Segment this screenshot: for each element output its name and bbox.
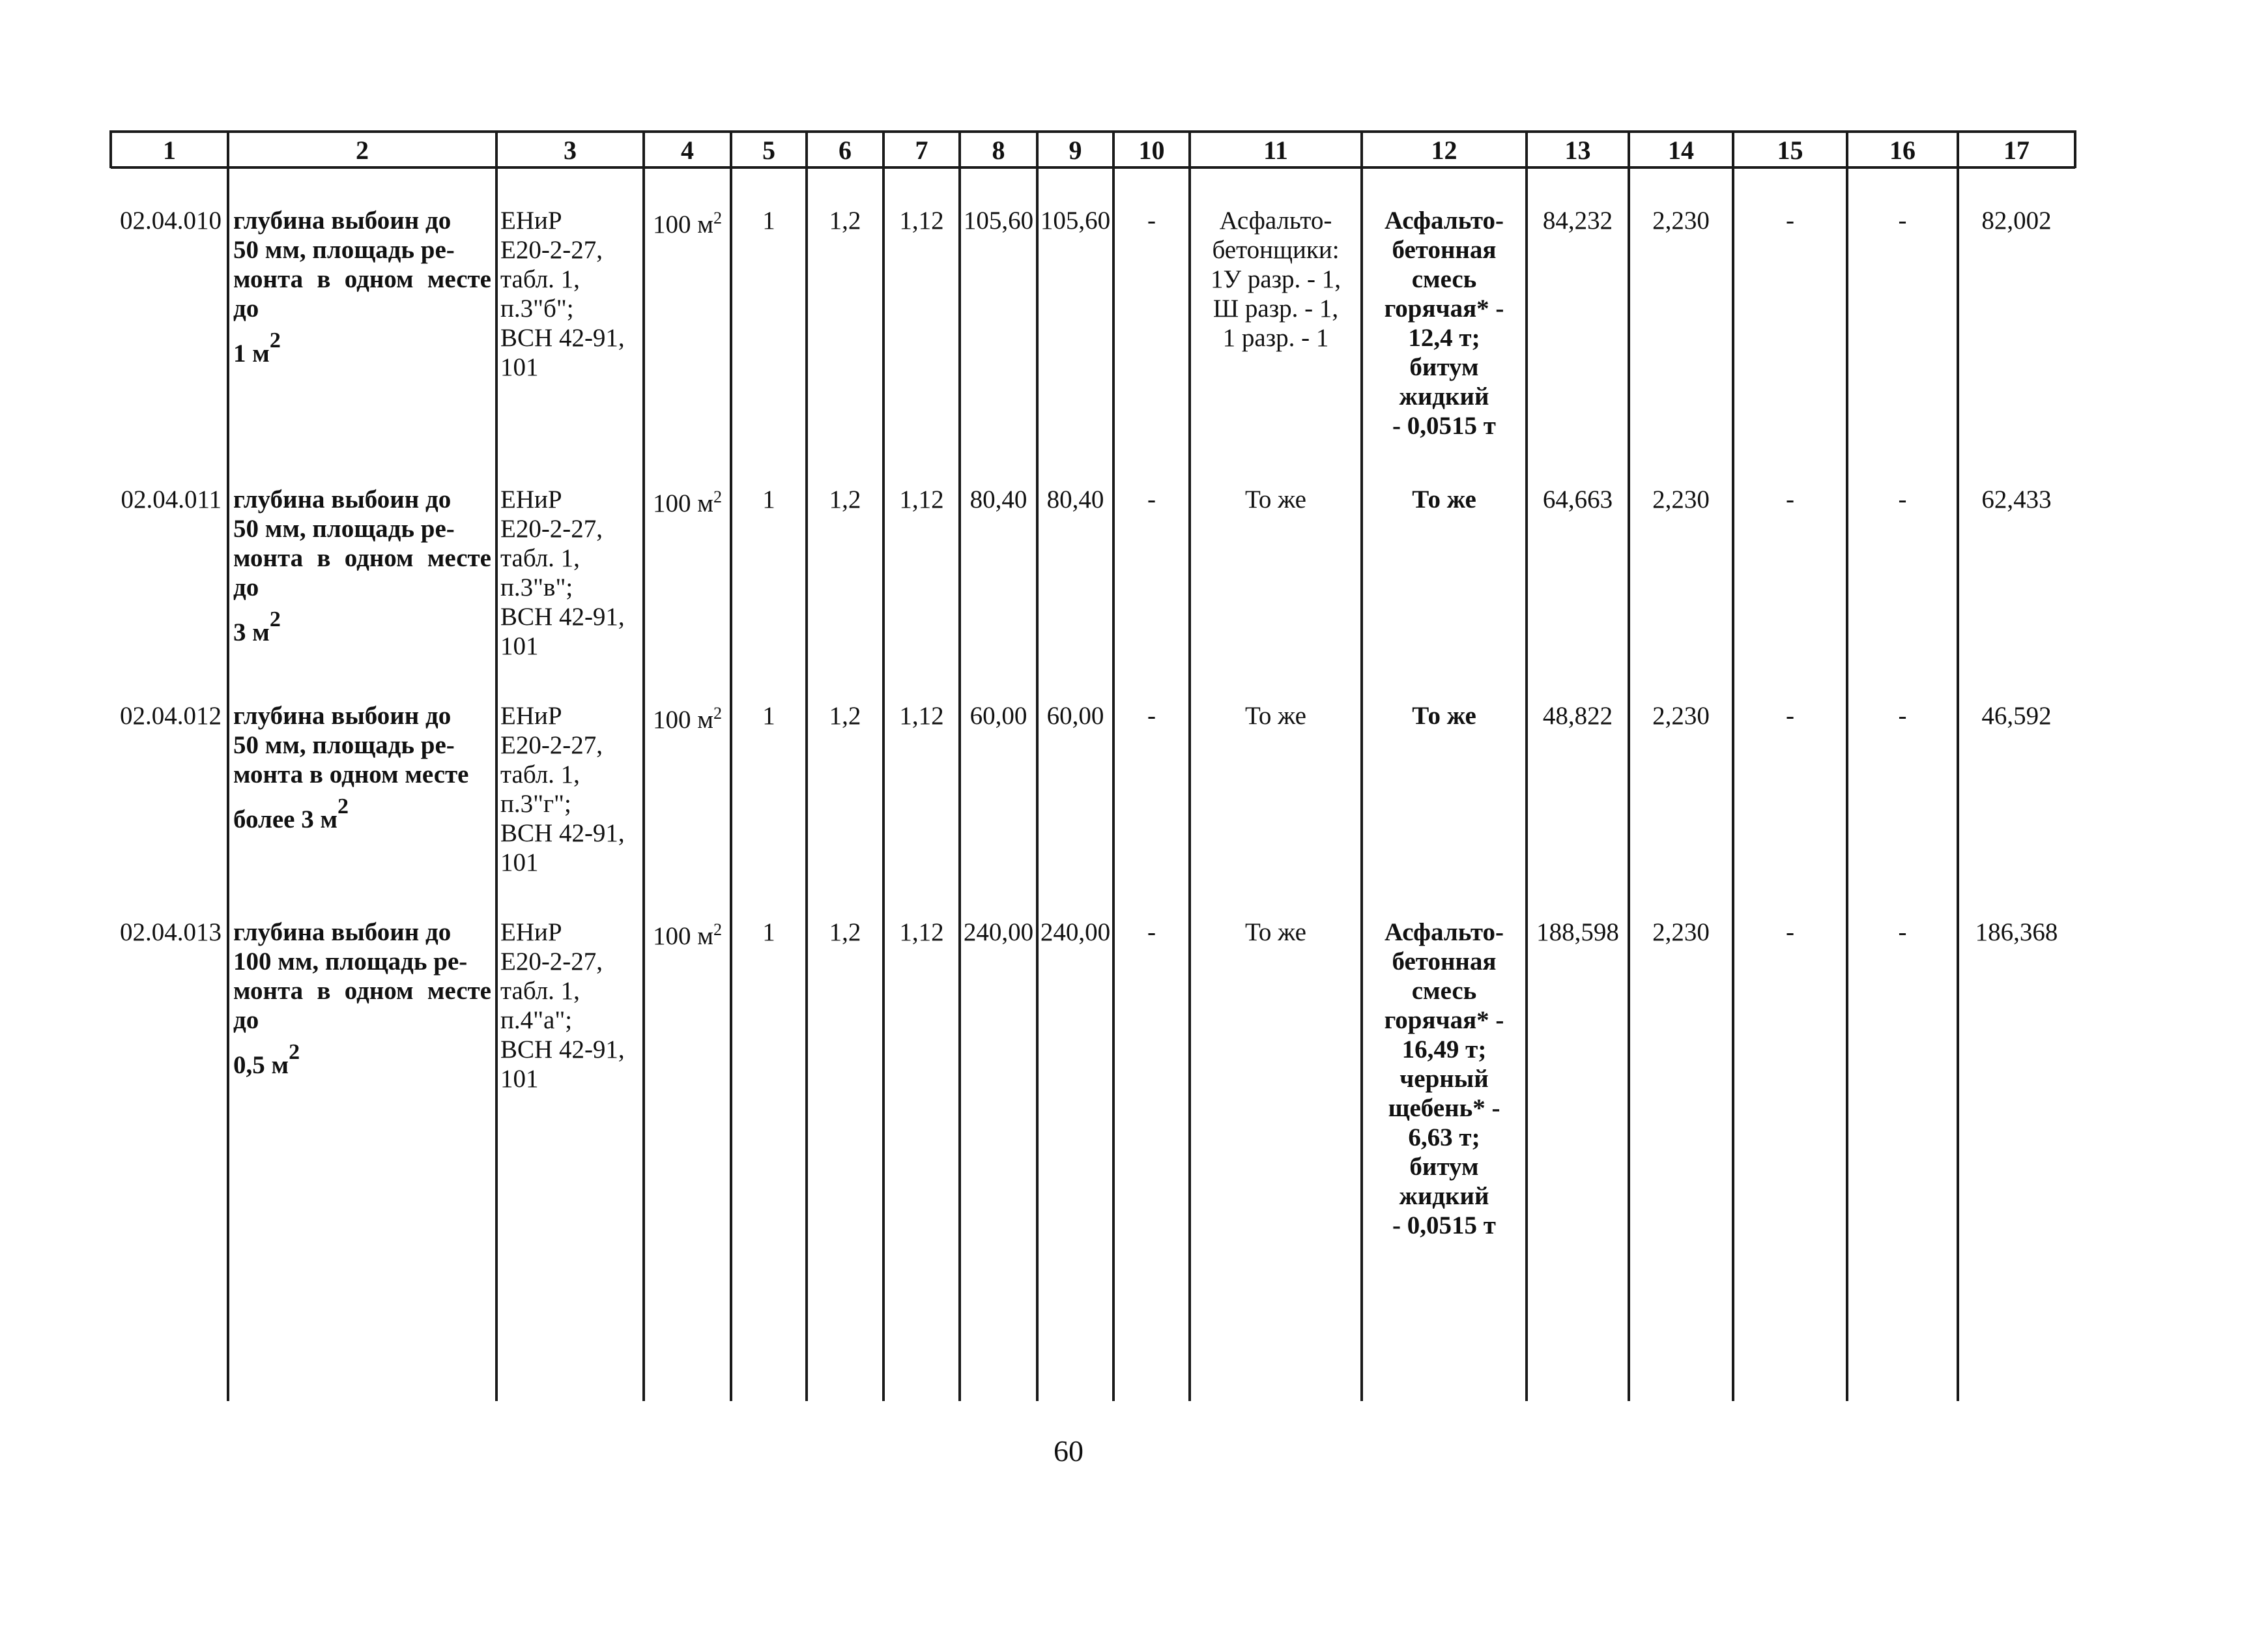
count-value: 1 (762, 918, 775, 946)
description-text: монта в одном месте до (233, 265, 491, 323)
reference-line: ЕНиР (500, 918, 562, 946)
labor-cost-value: 60,00 (1046, 702, 1104, 730)
column-divider (1360, 130, 1363, 1401)
material-line: То же (1412, 702, 1476, 730)
labor-cost-value: 105,60 (1040, 207, 1111, 235)
empty-dash: - (1786, 918, 1794, 946)
measurement-unit (646, 705, 728, 734)
materials-list (1364, 206, 1524, 441)
description-text: монта в одном месте (233, 760, 469, 789)
coefficient-value: 1,12 (899, 485, 944, 514)
description-text: 3 м (233, 618, 270, 646)
labor-cost-value: 240,00 (963, 918, 1034, 946)
reference-line: Е20-2-27, (500, 948, 603, 976)
description-text: более 3 м (233, 805, 338, 833)
column-divider (227, 130, 229, 1401)
column-header: 11 (1263, 136, 1288, 165)
empty-dash: - (1147, 702, 1156, 730)
material-line: горячая* - (1384, 295, 1504, 323)
work-description (233, 918, 491, 1081)
labor-cost-value: 80,40 (969, 485, 1027, 514)
measurement-unit (646, 489, 728, 518)
column-divider (958, 130, 961, 1401)
column-header: 12 (1431, 136, 1457, 165)
reference-line: 101 (500, 1065, 539, 1093)
description-text: 100 мм, площадь ре- (233, 948, 468, 976)
description-line (233, 328, 491, 369)
empty-dash: - (1147, 918, 1156, 946)
description-line (233, 947, 491, 976)
item-code: 02.04.012 (120, 702, 222, 730)
crew-line: 1 разр. - 1 (1222, 324, 1329, 352)
unit-text: 100 м (653, 922, 713, 950)
material-line: щебень* - (1388, 1094, 1500, 1122)
unit-text: 100 м (653, 210, 713, 239)
crew-line: То же (1245, 702, 1306, 730)
reference-line: ВСН 42-91, (500, 1035, 625, 1064)
material-line: - 0,0515 т (1392, 1211, 1496, 1239)
page-number: 60 (1054, 1434, 1084, 1468)
column-header: 17 (2003, 136, 2030, 165)
cost-value: 2,230 (1652, 485, 1710, 514)
total-value: 82,002 (1981, 207, 2052, 235)
reference-line: табл. 1, (500, 265, 580, 293)
material-line: 12,4 т; (1408, 324, 1480, 352)
description-text: 50 мм, площадь ре- (233, 515, 455, 543)
reference-line: табл. 1, (500, 544, 580, 572)
column-divider (1112, 130, 1115, 1401)
description-line (233, 265, 491, 323)
coefficient-value: 1,2 (829, 207, 861, 235)
crew-composition (1194, 206, 1358, 353)
empty-dash: - (1786, 702, 1794, 730)
reference-line: п.3"б"; (500, 295, 574, 323)
material-line: Асфальто- (1385, 207, 1504, 235)
description-line (233, 514, 491, 543)
material-line: битум жидкий (1399, 1153, 1489, 1210)
column-header: 9 (1069, 136, 1082, 165)
crew-line: То же (1245, 485, 1306, 514)
empty-dash: - (1898, 702, 1907, 730)
material-line: - 0,0515 т (1392, 412, 1496, 440)
cost-value: 2,230 (1652, 702, 1710, 730)
description-line (233, 794, 491, 835)
crew-line: бетонщики: (1212, 236, 1340, 264)
empty-dash: - (1898, 207, 1907, 235)
materials-list (1364, 485, 1524, 514)
description-text: монта в одном месте до (233, 977, 491, 1034)
cost-value: 64,663 (1542, 485, 1613, 514)
crew-line: Асфальто- (1219, 207, 1332, 235)
description-text: глубина выбоин до (233, 702, 452, 730)
column-header: 1 (163, 136, 176, 165)
description-line (233, 235, 491, 265)
work-description (233, 485, 491, 648)
material-line: черный (1400, 1065, 1489, 1093)
unit-superscript: 2 (269, 607, 281, 631)
description-text: глубина выбоин до (233, 918, 452, 946)
material-line: бетонная (1392, 236, 1497, 264)
normative-reference (500, 206, 640, 382)
column-header: 6 (839, 136, 852, 165)
column-header: 13 (1564, 136, 1591, 165)
reference-line: 101 (500, 353, 539, 381)
total-value: 186,368 (1975, 918, 2058, 946)
column-header: 2 (356, 136, 369, 165)
column-header: 7 (915, 136, 928, 165)
crew-composition (1194, 918, 1358, 947)
item-code: 02.04.011 (121, 485, 222, 514)
count-value: 1 (762, 702, 775, 730)
column-divider (1188, 130, 1191, 1401)
column-header: 3 (564, 136, 577, 165)
unit-superscript: 2 (713, 920, 722, 939)
coefficient-value: 1,12 (899, 918, 944, 946)
cost-value: 2,230 (1652, 918, 1710, 946)
table-top-rule (111, 130, 2075, 133)
reference-line: п.3"г"; (500, 790, 571, 818)
coefficient-value: 1,2 (829, 485, 861, 514)
unit-text: 100 м (653, 706, 713, 734)
empty-dash: - (1786, 485, 1794, 514)
count-value: 1 (762, 207, 775, 235)
empty-dash: - (1147, 485, 1156, 514)
reference-line: п.4"а"; (500, 1006, 573, 1034)
crew-composition (1194, 485, 1358, 514)
column-divider (1846, 130, 1848, 1401)
material-line: бетонная (1392, 948, 1497, 976)
reference-line: Е20-2-27, (500, 731, 603, 759)
column-divider (642, 130, 645, 1401)
work-description (233, 701, 491, 835)
column-header: 5 (762, 136, 775, 165)
description-line (233, 918, 491, 947)
crew-line: Ш разр. - 1, (1213, 295, 1339, 323)
reference-line: табл. 1, (500, 977, 580, 1005)
material-line: 6,63 т; (1408, 1123, 1480, 1151)
description-text: глубина выбоин до (233, 207, 452, 235)
column-header: 15 (1777, 136, 1803, 165)
column-divider (495, 130, 498, 1401)
reference-line: Е20-2-27, (500, 515, 603, 543)
cost-value: 48,822 (1542, 702, 1613, 730)
reference-line: 101 (500, 632, 539, 660)
description-line (233, 731, 491, 760)
empty-dash: - (1898, 485, 1907, 514)
reference-line: табл. 1, (500, 760, 580, 789)
reference-line: ВСН 42-91, (500, 324, 625, 352)
column-divider (882, 130, 885, 1401)
reference-line: п.3"в"; (500, 573, 573, 601)
description-text: глубина выбоин до (233, 485, 452, 514)
column-header: 10 (1138, 136, 1165, 165)
unit-superscript: 2 (269, 328, 281, 353)
measurement-unit (646, 921, 728, 951)
reference-line: ВСН 42-91, (500, 603, 625, 631)
cost-value: 188,598 (1536, 918, 1619, 946)
crew-composition (1194, 701, 1358, 731)
unit-superscript: 2 (713, 704, 722, 723)
description-line (233, 760, 491, 789)
material-line: горячая* - (1384, 1006, 1504, 1034)
material-line: 16,49 т; (1401, 1035, 1487, 1064)
unit-text: 100 м (653, 489, 713, 517)
count-value: 1 (762, 485, 775, 514)
coefficient-value: 1,12 (899, 207, 944, 235)
labor-cost-value: 105,60 (963, 207, 1034, 235)
empty-dash: - (1898, 918, 1907, 946)
description-line (233, 206, 491, 235)
coefficient-value: 1,12 (899, 702, 944, 730)
description-line (233, 976, 491, 1035)
reference-line: ВСН 42-91, (500, 819, 625, 847)
reference-line: 101 (500, 848, 539, 876)
description-text: 0,5 м (233, 1051, 289, 1079)
materials-list (1364, 701, 1524, 731)
crew-line: 1У разр. - 1, (1210, 265, 1342, 293)
description-line (233, 1040, 491, 1081)
unit-superscript: 2 (713, 209, 722, 227)
labor-cost-value: 240,00 (1040, 918, 1111, 946)
description-line (233, 485, 491, 514)
material-line: смесь (1411, 265, 1477, 293)
material-line: Асфальто- (1385, 918, 1504, 946)
column-divider (730, 130, 732, 1401)
description-text: 50 мм, площадь ре- (233, 236, 455, 264)
empty-dash: - (1786, 207, 1794, 235)
reference-line: Е20-2-27, (500, 236, 603, 264)
column-header: 8 (992, 136, 1005, 165)
crew-line: То же (1245, 918, 1306, 946)
column-divider (1732, 130, 1734, 1401)
labor-cost-value: 80,40 (1046, 485, 1104, 514)
column-header: 14 (1668, 136, 1694, 165)
column-divider (1957, 130, 1959, 1401)
material-line: битум жидкий (1399, 353, 1489, 411)
measurement-unit (646, 210, 728, 239)
normative-reference (500, 485, 640, 661)
description-line (233, 607, 491, 648)
description-line (233, 543, 491, 602)
material-line: смесь (1411, 977, 1477, 1005)
description-line (233, 701, 491, 731)
item-code: 02.04.013 (120, 918, 222, 946)
normative-reference (500, 701, 640, 877)
description-text: 50 мм, площадь ре- (233, 731, 455, 759)
cost-value: 2,230 (1652, 207, 1710, 235)
coefficient-value: 1,2 (829, 702, 861, 730)
column-header: 16 (1889, 136, 1916, 165)
column-divider (1036, 130, 1039, 1401)
unit-superscript: 2 (289, 1040, 300, 1064)
materials-list (1364, 918, 1524, 1240)
empty-dash: - (1147, 207, 1156, 235)
column-divider (805, 130, 808, 1401)
unit-superscript: 2 (337, 794, 349, 818)
labor-cost-value: 60,00 (969, 702, 1027, 730)
description-text: монта в одном месте до (233, 544, 491, 601)
total-value: 62,433 (1981, 485, 2052, 514)
material-line: То же (1412, 485, 1476, 514)
coefficient-value: 1,2 (829, 918, 861, 946)
column-divider (1628, 130, 1630, 1401)
normative-reference (500, 918, 640, 1093)
column-divider (1525, 130, 1528, 1401)
reference-line: ЕНиР (500, 485, 562, 514)
unit-superscript: 2 (713, 487, 722, 506)
column-header: 4 (681, 136, 694, 165)
item-code: 02.04.010 (120, 207, 222, 235)
total-value: 46,592 (1981, 702, 2052, 730)
work-description (233, 206, 491, 369)
description-text: 1 м (233, 340, 270, 368)
cost-value: 84,232 (1542, 207, 1613, 235)
reference-line: ЕНиР (500, 702, 562, 730)
reference-line: ЕНиР (500, 207, 562, 235)
